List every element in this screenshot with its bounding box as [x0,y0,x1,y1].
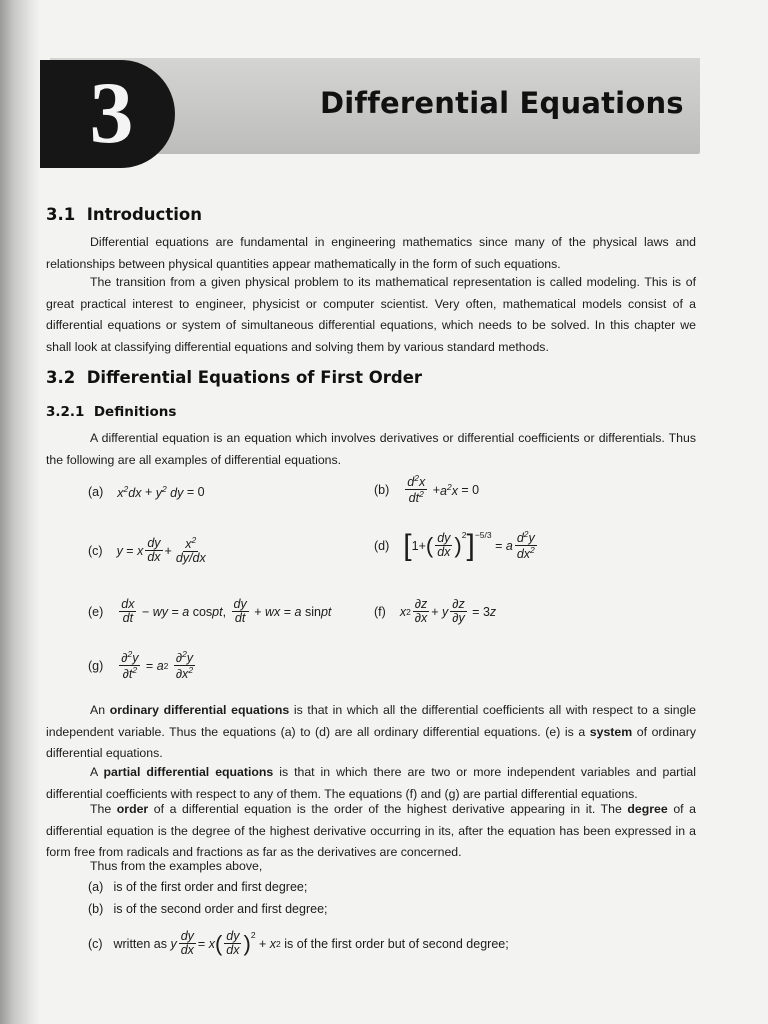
subsection-title: Definitions [93,404,177,420]
chapter-badge [40,60,175,168]
section-number: 3.1 [46,205,76,224]
section-number: 3.2 [46,368,76,387]
example-b: (b) $\frac{d^2x}{dt^2}$ + $a^2x$ = 0 [374,473,480,506]
section-title: Differential Equations of First Order [86,368,423,387]
intro-paragraph-1: Differential equations are fundamental in engineering mathematics since many of the physical laws and relationships between physical quantities appear mathematically in the form of such equations. [46,235,696,271]
example-e: (e) $\frac{dx}{dt}$ − wy = a cos pt , $\frac{dy}{dt}$ + wx = a sin pt [88,597,332,626]
definitions-paragraph: A differential equation is an equation which involves derivatives or differential coefficients or differentials. Thus the following are all examples of differential equations. [46,431,696,467]
subsection-heading-3-2-1 [46,404,176,420]
chapter-title: Differential Equations [320,86,684,120]
ordinary-de-paragraph: An ordinary differential equations is that in which all the differential coefficients all with respect to a single independent variable. Thus the equations (a) to (d) are all ordinary differential equations. (e) is a system of ordinary differential equations. [46,703,696,760]
term-ordinary: ordinary differential equations [109,703,290,717]
section-heading-3-2 [46,368,422,387]
thus-line: Thus from the examples above, [90,859,263,873]
order-degree-paragraph: The order of a differential equation is the order of the highest derivative appearing in it. The degree of a differential equation is the degree of the highest derivative occurring in its, after the equation has been expressed in a form free from radicals and fractions as far as the derivatives are concerned. [46,802,696,859]
term-partial: partial differential equations [103,765,274,779]
section-heading-3-1 [46,205,202,224]
term-order: order [116,802,149,816]
section-title: Introduction [86,205,202,224]
list-item: (b) is of the second order and first degree; [88,902,328,916]
partial-de-paragraph: A partial differential equations is that in which there are two or more independent variables and partial differential coefficients with respect to any of them. The equations (f) and (g) are partial differential equations. [46,765,696,801]
term-degree: degree [627,802,668,816]
example-c: (c) y = x $\frac{dy}{dx}$ + $\frac{x^2}{dy/dx}$ [88,535,206,566]
subsection-number: 3.2.1 [46,404,85,420]
example-g: (g) $\frac{\partial^2y}{\partial t^2}$ = a 2 $\frac{\partial^2y}{\partial x^2}$ [88,649,194,682]
intro-paragraph-2: The transition from a given physical problem to its mathematical representation is called modeling. This is of great practical interest to engineer, physicist or computer scientist. Very often, mathematical models consist of a differential equations or system of simultaneous differential equations, which needs to be solved. In this chapter we shall look at classifying differential equations and solving them by various standard methods. [46,275,696,354]
page-binding-shadow [0,0,40,1024]
term-system: system [589,724,633,739]
example-a: (a) $x^2dx$ + $y^2$ dy = 0 [88,484,205,501]
chapter-number: 3 [89,65,134,162]
list-item: (a) is of the first order and first degree; [88,880,308,894]
example-f: (f) x 2 $\frac{\partial z}{\partial x}$ + y $\frac{\partial z}{\partial y}$ = 3 z [374,597,497,626]
example-d: (d) [ 1+ ( $\frac{dy}{dx}$ ) $^2$ ] $^{-5/3}$ = a $\frac{d^2y}{dx^2}$ [374,528,535,562]
list-item-c: (c) written as y $\frac{dy}{dx}$ = x ( $\frac{dy}{dx}$ ) $^2$ + x 2 is of the first order but of second degree; [88,929,509,958]
